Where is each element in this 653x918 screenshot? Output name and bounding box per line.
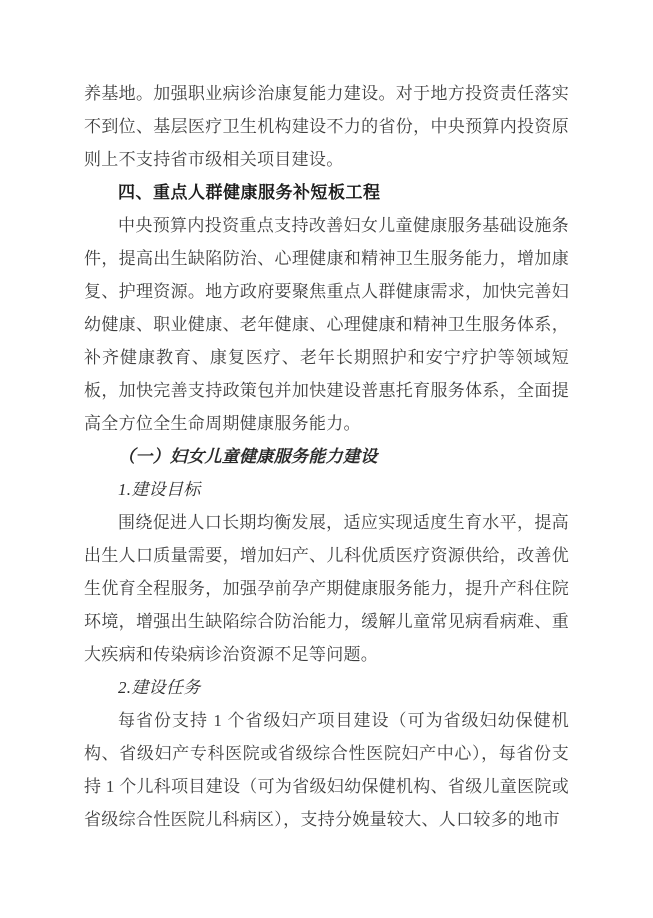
numbered-item-heading-1: 1.建设目标 [118, 480, 201, 499]
document-body [84, 77, 569, 836]
paragraph-continued-from-previous-page: 养基地。加强职业病诊治康复能力建设。对于地方投资责任落实不到位、基层医疗卫生机构建设不力的省份，中央预算内投资原则上不支持省市级相关项目建设。 [84, 84, 569, 169]
paragraph: 每省份支持 1 个省级妇产项目建设（可为省级妇幼保健机构、省级妇产专科医院或省级综合性医院妇产中心），每省份支持 1 个儿科项目建设（可为省级妇幼保健机构、省级儿童医院或省级综合性医院儿科病区），支持分娩量较大、人口较多的地市 [84, 711, 569, 829]
paragraph: 中央预算内投资重点支持改善妇女儿童健康服务基础设施条件，提高出生缺陷防治、心理健康和精神卫生服务能力，增加康复、护理资源。地方政府要聚焦重点人群健康需求，加快完善妇幼健康、职业健康、老年健康、心理健康和精神卫生服务体系，补齐健康教育、康复医疗、老年长期照护和安宁疗护等领域短板，加快完善支持政策包并加快建设普惠托育服务体系，全面提高全方位全生命周期健康服务能力。 [84, 216, 569, 433]
section-heading: 四、重点人群健康服务补短板工程 [118, 183, 381, 202]
sub-section-heading: （一）妇女儿童健康服务能力建设 [118, 447, 378, 466]
numbered-item-heading-2: 2.建设任务 [118, 678, 201, 697]
paragraph: 围绕促进人口长期均衡发展，适应实现适度生育水平，提高出生人口质量需要，增加妇产、儿科优质医疗资源供给，改善优生优育全程服务，加强孕前孕产期健康服务能力，提升产科住院环境，增强出生缺陷综合防治能力，缓解儿童常见病看病难、重大疾病和传染病诊治资源不足等问题。 [84, 513, 569, 664]
